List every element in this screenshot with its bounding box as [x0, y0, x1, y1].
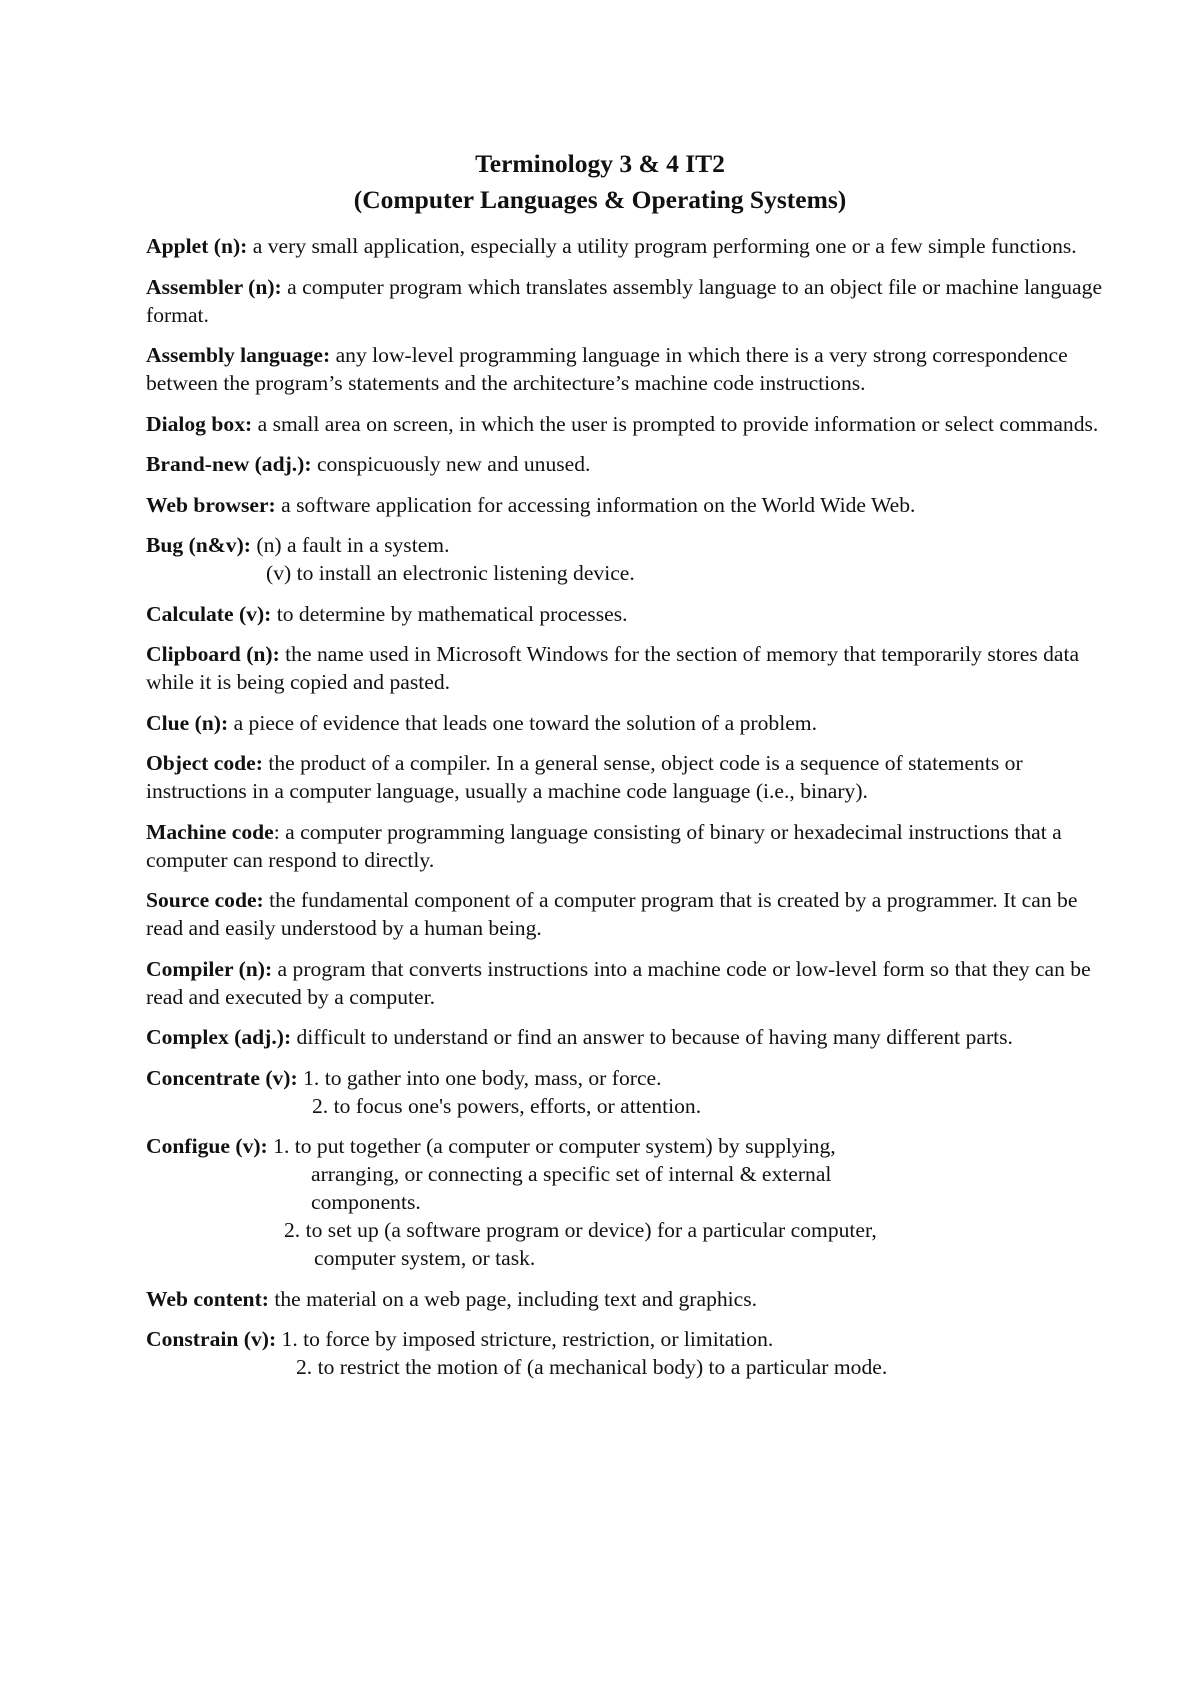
glossary-entry-applet	[146, 232, 1106, 260]
definition-text: programmer. It can be read and easily understood by a human being.	[146, 888, 1078, 940]
definition-text: a program that converts instructions into a machine code or low-level form so that	[272, 956, 987, 981]
glossary-term: Assembler (n):	[146, 274, 282, 299]
glossary-term: Web content:	[146, 1286, 269, 1311]
glossary-term: Configue (v):	[146, 1134, 268, 1158]
glossary-entry-constrain	[146, 1325, 1106, 1381]
glossary-entry-object-code	[146, 749, 1106, 805]
glossary-entry-compiler	[146, 955, 1106, 1011]
definition-text: machine language format.	[146, 274, 1103, 327]
definition-text: the product of a compiler. In a general sense, object code is a sequence of	[262, 751, 903, 775]
definition-text: 2. to focus one's powers, efforts, or attention.	[312, 1093, 702, 1118]
document-title: Terminology 3 & 4 IT2	[475, 149, 725, 178]
glossary-term: Calculate (v):	[146, 601, 272, 626]
definition-text: the material on a web page, including text and graphics.	[268, 1286, 758, 1311]
glossary-entry-clue	[146, 709, 1106, 737]
definition-text: 2. to restrict the motion of (a mechanical body) to a particular mode.	[296, 1355, 888, 1379]
glossary-term: Object code:	[146, 751, 263, 775]
glossary-term: Machine code	[146, 819, 274, 844]
glossary-term: Bug (n&v):	[146, 533, 251, 557]
definition-text: 1. to force by imposed stricture, restriction, or limitation.	[276, 1327, 774, 1351]
definition-text: stores data while it is being copied and pasted.	[146, 642, 1080, 694]
definition-text: a piece of evidence that leads one toward the solution of a problem.	[228, 710, 817, 735]
definition-text: a very small application, especially a utility program performing one or a few simple	[247, 234, 986, 258]
glossary-entry-assembler	[146, 273, 1106, 329]
definition-text: they can be read and executed by a computer.	[146, 956, 1091, 1009]
glossary-term: Constrain (v):	[146, 1327, 277, 1351]
definition-text: : a computer programming language consisting of binary or hexadecimal	[273, 819, 903, 844]
definition-text: 1. to put together (a computer or computer system) by supplying,	[267, 1134, 836, 1158]
glossary-entry-complex	[146, 1023, 1106, 1051]
definition-text: difficult to understand or find an answer to because of having many different	[291, 1025, 961, 1049]
definition-text: instructions that a computer can respond to directly.	[146, 819, 1062, 872]
glossary-entry-configue	[146, 1132, 1106, 1272]
glossary-term: Dialog box:	[146, 411, 253, 436]
glossary-entry-dialog-box	[146, 410, 1106, 438]
glossary-entry-brand-new	[146, 450, 1106, 478]
definition-text: parts.	[965, 1025, 1013, 1049]
definition-text: instructions.	[759, 371, 866, 395]
definition-text: any low-level programming language in which there is a very strong	[330, 343, 927, 367]
glossary-entry-web-browser	[146, 491, 1106, 519]
definition-text: functions.	[990, 234, 1077, 258]
definition-text: a small area on screen, in which the user is prompted to provide information or select	[252, 411, 994, 436]
glossary-entry-clipboard	[146, 640, 1106, 696]
glossary-entry-concentrate	[146, 1064, 1106, 1120]
glossary-term: Source code:	[146, 888, 264, 912]
glossary-term: Brand-new (adj.):	[146, 452, 312, 476]
glossary-term: Clue (n):	[146, 710, 229, 735]
definition-text: (v) to install an electronic listening device.	[266, 561, 635, 585]
glossary-entry-bug	[146, 531, 1106, 587]
definition-text: arranging, or connecting a specific set of internal & external	[311, 1162, 832, 1186]
definition-text: correspondence between the program’s statements and the architecture’s machine code	[146, 343, 1068, 395]
definition-text: 1. to gather into one body, mass, or force.	[297, 1065, 662, 1090]
definition-text: components.	[311, 1190, 421, 1214]
glossary-entry-calculate	[146, 600, 1106, 628]
glossary-entry-assembly-language	[146, 341, 1106, 397]
glossary-term: Applet (n):	[146, 234, 248, 258]
definition-text: the name used in Microsoft Windows for the section of memory that temporarily	[279, 642, 982, 666]
definition-text: 2. to set up (a software program or device) for a particular computer,	[284, 1218, 877, 1242]
definition-text: a software application for accessing information on the World Wide Web.	[275, 492, 916, 517]
glossary-list	[146, 232, 1106, 1394]
definition-text: a computer program which translates assembly language to an object file or	[281, 274, 941, 299]
document-subtitle: (Computer Languages & Operating Systems)	[353, 185, 847, 214]
definition-text: the fundamental component of a computer program that is created by a	[263, 888, 882, 912]
definition-text: (n) a fault in a system.	[250, 533, 450, 557]
definition-text: commands.	[999, 411, 1099, 436]
glossary-entry-machine-code	[146, 818, 1106, 874]
glossary-entry-source-code	[146, 886, 1106, 942]
glossary-term: Concentrate (v):	[146, 1065, 298, 1090]
glossary-term: Compiler (n):	[146, 956, 273, 981]
glossary-term: Complex (adj.):	[146, 1025, 292, 1049]
glossary-entry-web-content	[146, 1285, 1106, 1313]
definition-text: to determine by mathematical processes.	[271, 601, 628, 626]
glossary-term: Web browser:	[146, 492, 276, 517]
definition-text: conspicuously new and unused.	[311, 452, 591, 476]
glossary-term: Assembly language:	[146, 343, 331, 367]
definition-text: computer system, or task.	[314, 1246, 536, 1270]
definition-text: statements or instructions in a computer language, usually a machine code language (i.e., binary).	[146, 751, 1023, 803]
glossary-term: Clipboard (n):	[146, 642, 280, 666]
